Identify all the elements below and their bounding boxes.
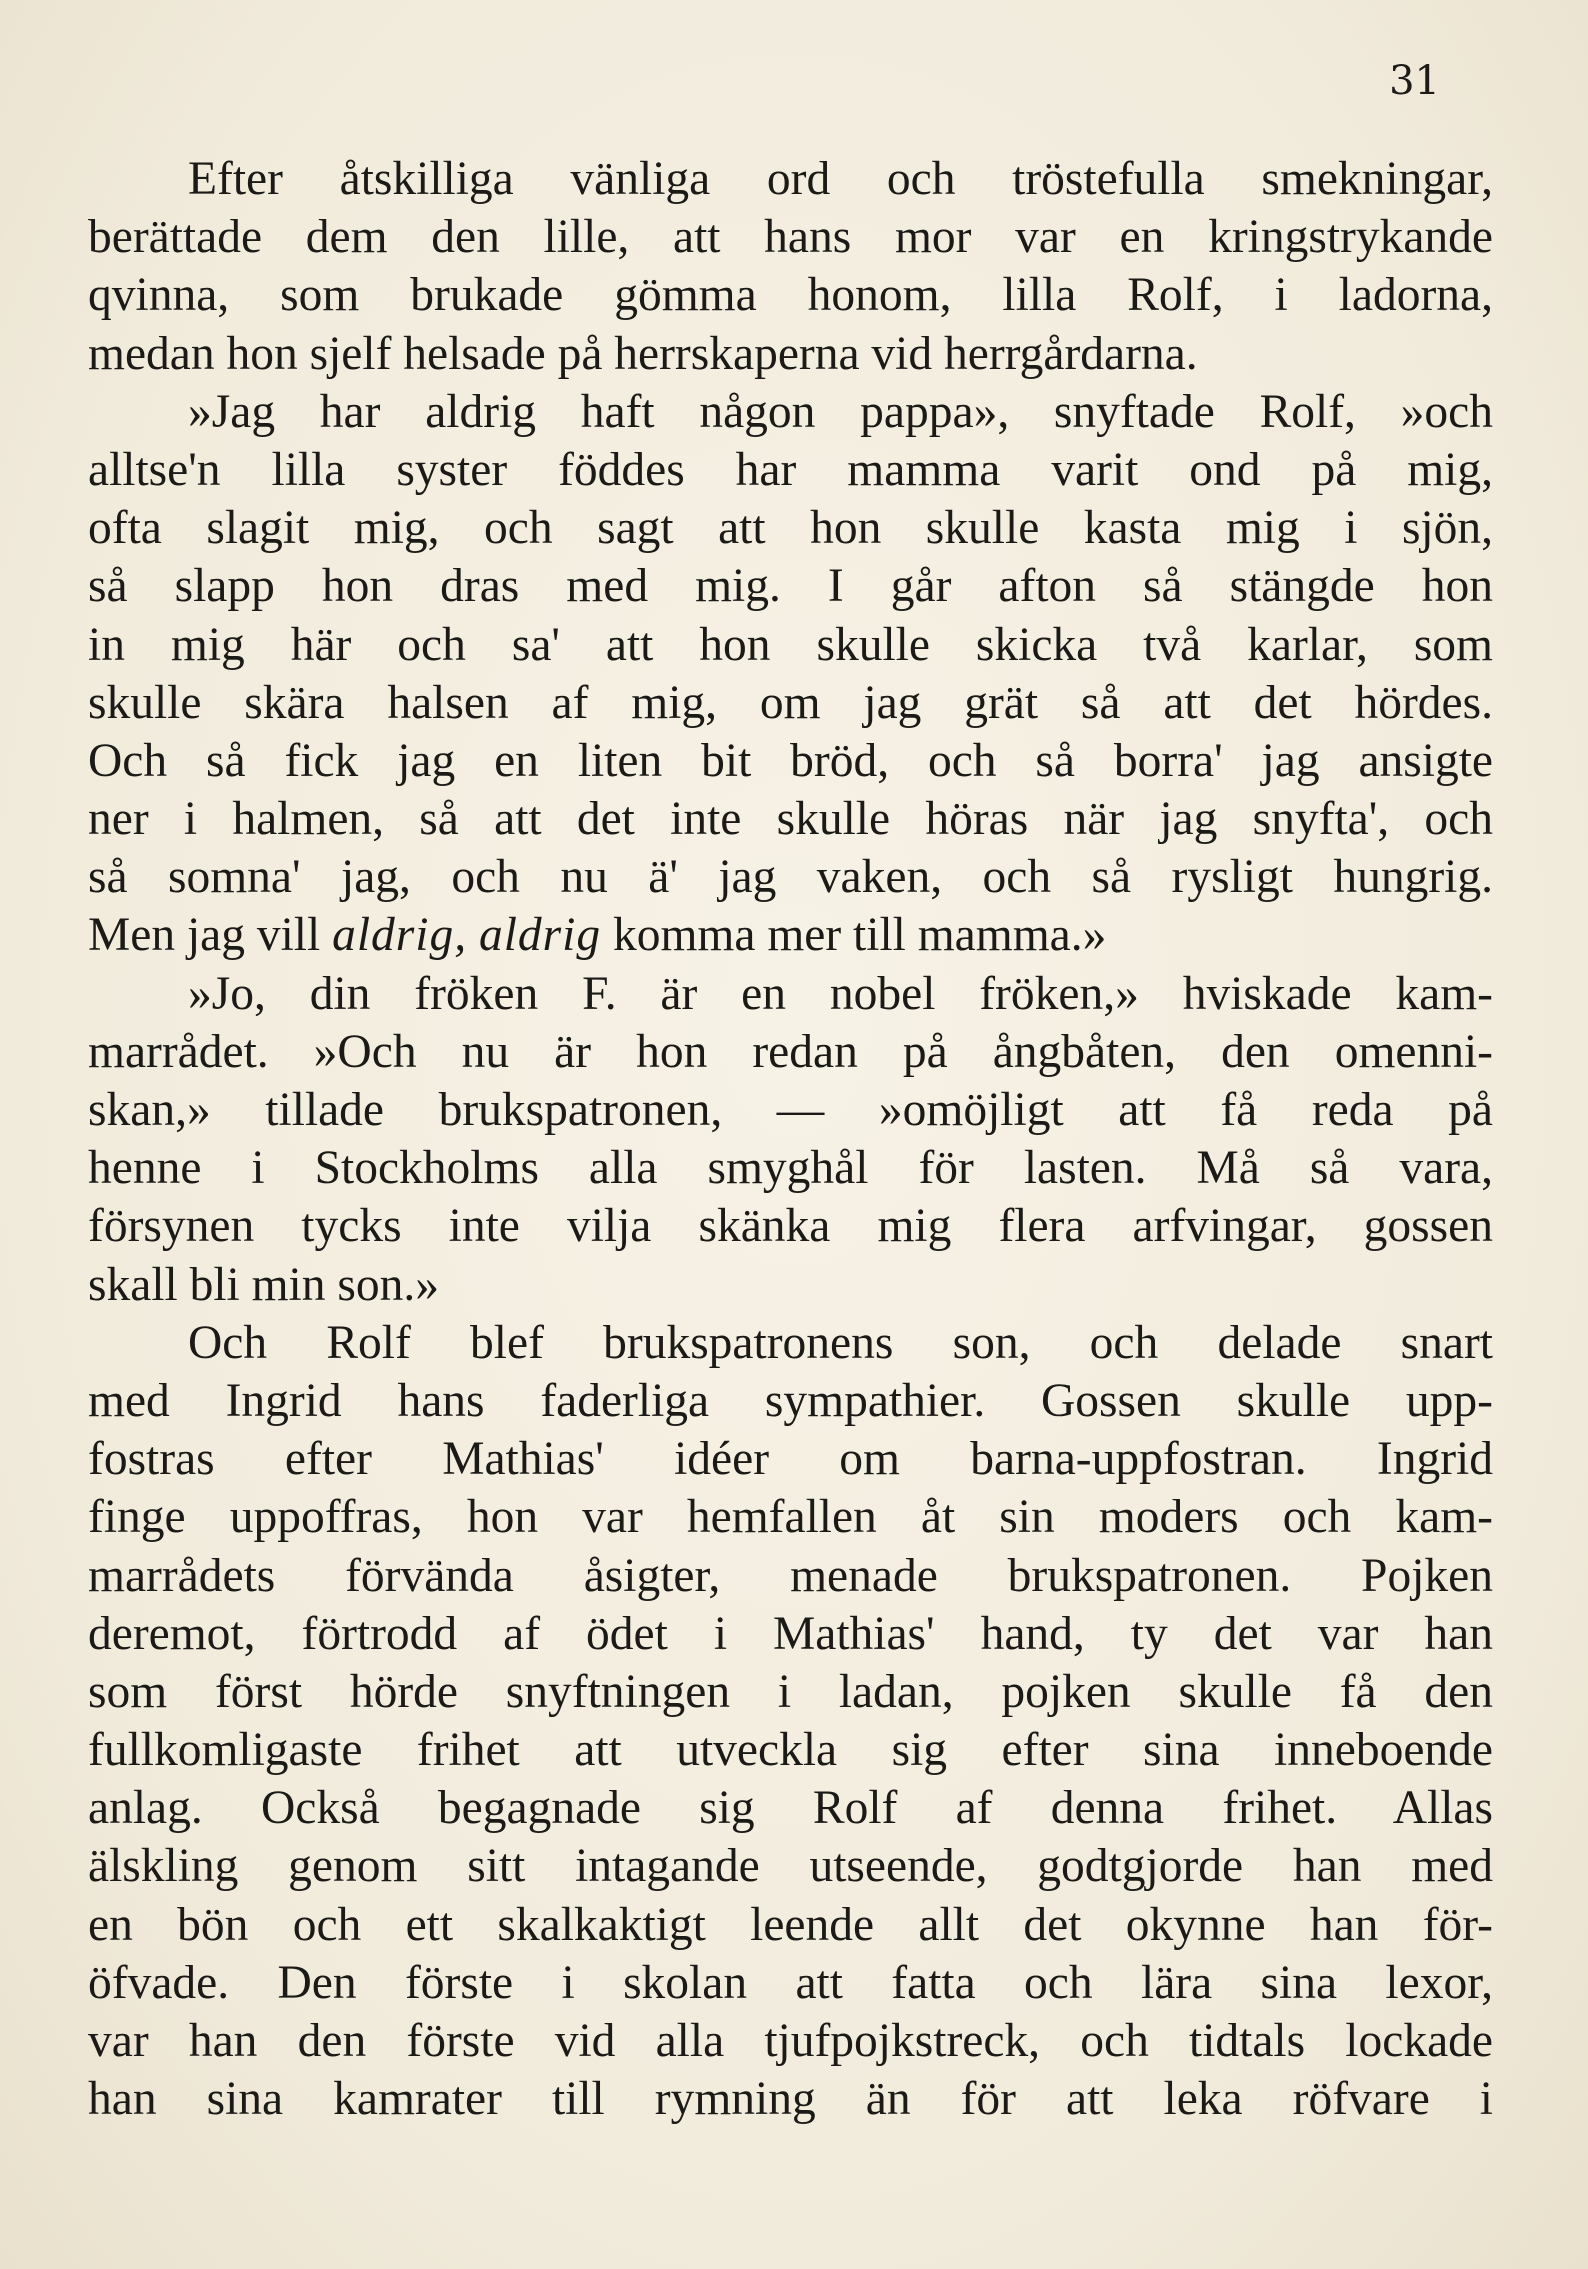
text-line: fostras efter Mathias' idéer om barna-uppfostran. Ingrid <box>88 1433 1493 1486</box>
text-line: en bön och ett skalkaktigt leende allt det okynne han för- <box>88 1898 1493 1951</box>
text-line: som först hörde snyftningen i ladan, pojken skulle få den <box>88 1665 1493 1718</box>
text-line: så slapp hon dras med mig. I går afton så stängde hon <box>88 560 1493 613</box>
text-line: var han den förste vid alla tjufpojkstreck, och tidtals lockade <box>88 2015 1493 2067</box>
text-line: så somna' jag, och nu ä' jag vaken, och så rysligt hungrig. <box>88 851 1493 904</box>
text-line: skall bli min son.» <box>88 1258 439 1311</box>
text-line: ner i halmen, så att det inte skulle höras när jag snyfta', och <box>88 793 1493 846</box>
text-line: marrådet. »Och nu är hon redan på ångbåten, den omenni- <box>88 1025 1493 1078</box>
text-line: ofta slagit mig, och sagt att hon skulle kasta mig i sjön, <box>88 502 1493 555</box>
text-line: »Jo, din fröken F. är en nobel fröken,» hviskade kam- <box>188 967 1493 1020</box>
text-line: finge uppoffras, hon var hemfallen åt sin moders och kam- <box>88 1491 1493 1544</box>
page-number: 31 <box>1389 58 1440 104</box>
text-segment <box>467 909 479 961</box>
text-line: med Ingrid hans faderliga sympathier. Gossen skulle upp- <box>88 1374 1493 1427</box>
text-line: alltse'n lilla syster föddes har mamma varit ond på mig, <box>88 443 1493 496</box>
text-segment: komma mer till mamma.» <box>601 909 1107 962</box>
text-line: medan hon sjelf helsade på herrskaperna vid herrgårdarna. <box>88 327 1198 380</box>
body-text <box>88 150 1493 2128</box>
text-line: berättade dem den lille, att hans mor var en kringstrykande <box>88 211 1493 264</box>
text-segment: Men jag vill <box>88 909 333 962</box>
text-line <box>88 906 1493 964</box>
text-line: skan,» tillade brukspatronen, — »omöjligt att få reda på <box>88 1084 1493 1136</box>
text-line: fullkomligaste frihet att utveckla sig efter sina inneboende <box>88 1724 1493 1777</box>
text-line: »Jag har aldrig haft någon pappa», snyftade Rolf, »och <box>188 385 1493 438</box>
text-line: qvinna, som brukade gömma honom, lilla Rolf, i ladorna, <box>88 269 1493 322</box>
text-line: försynen tycks inte vilja skänka mig flera arfvingar, gossen <box>88 1200 1493 1253</box>
text-line: Och Rolf blef brukspatronens son, och delade snart <box>188 1316 1493 1369</box>
text-line: in mig här och sa' att hon skulle skicka två karlar, som <box>88 618 1493 671</box>
text-line: deremot, förtrodd af ödet i Mathias' hand, ty det var han <box>88 1607 1493 1660</box>
text-line: Och så fick jag en liten bit bröd, och så borra' jag ansigte <box>88 734 1493 787</box>
text-line: skulle skära halsen af mig, om jag grät så att det hördes. <box>88 676 1493 729</box>
text-line: henne i Stockholms alla smyghål för lasten. Må så vara, <box>88 1142 1493 1195</box>
text-line: älskling genom sitt intagande utseende, godtgjorde han med <box>88 1840 1493 1893</box>
text-line: öfvade. Den förste i skolan att fatta och lära sina lexor, <box>88 1956 1493 2009</box>
emphasis-text: aldrig, <box>332 909 468 962</box>
text-line: anlag. Också begagnade sig Rolf af denna frihet. Allas <box>88 1782 1493 1835</box>
text-line: marrådets förvända åsigter, menade brukspatronen. Pojken <box>88 1549 1493 1602</box>
text-line: han sina kamrater till rymning än för att leka röfvare i <box>88 2073 1493 2126</box>
text-line: Efter åtskilliga vänliga ord och tröstefulla smekningar, <box>188 153 1493 205</box>
emphasis-text: aldrig <box>478 909 602 962</box>
